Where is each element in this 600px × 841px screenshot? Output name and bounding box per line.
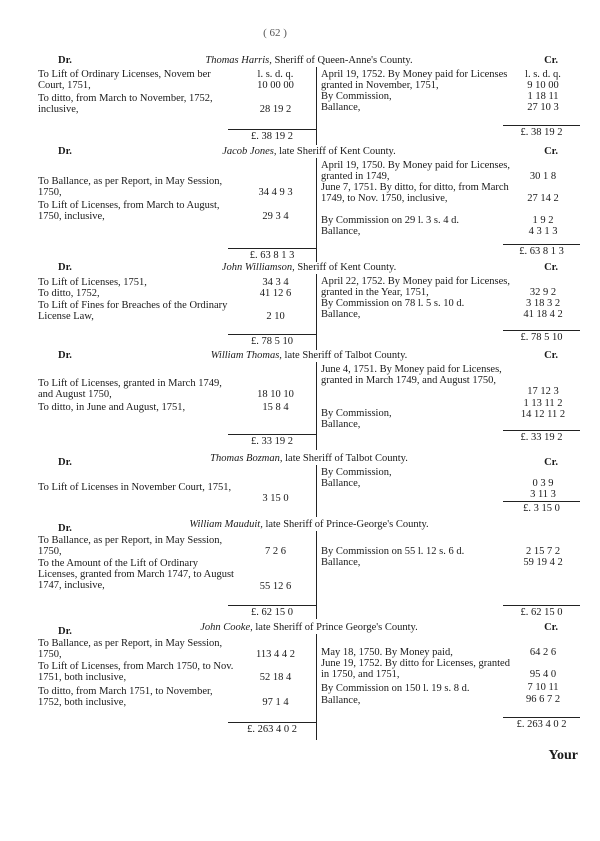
credit-entry: Ballance, xyxy=(321,478,361,489)
credit-amount: 0 3 9 xyxy=(532,478,554,489)
account-header xyxy=(38,55,580,67)
column-divider xyxy=(316,531,317,619)
credit-entry: June 4, 1751. By Money paid for Licenses, granted in March 1749, and August 1750, xyxy=(321,364,502,386)
debit-entry: To Lift of Ordinary Licenses, Novem ber Court, 1751, xyxy=(38,69,211,91)
credit-entry: Ballance, xyxy=(321,419,361,430)
dr-label: Dr. xyxy=(58,146,72,157)
column-divider xyxy=(316,274,317,350)
debit-entry: To ditto, 1752, xyxy=(38,288,100,299)
credit-entry: Ballance, xyxy=(321,309,361,320)
account-title: William Thomas, late Sheriff of Talbot County. xyxy=(210,350,408,361)
column-divider xyxy=(316,158,317,262)
total-right: £. 62 15 0 xyxy=(503,605,580,618)
credit-entry: Ballance, xyxy=(321,226,361,237)
cr-label: Cr. xyxy=(544,622,558,633)
credit-amount: 3 18 3 2 xyxy=(525,298,561,309)
debit-entry: To Lift of Licenses, from March to August, 1750, inclusive, xyxy=(38,200,220,222)
column-divider xyxy=(316,67,317,145)
cr-label: Cr. xyxy=(544,350,558,361)
credit-amount: 3 11 3 xyxy=(530,489,556,500)
credit-entry: By Commission on 55 l. 12 s. 6 d. xyxy=(321,546,465,557)
total-right: £. 263 4 0 2 xyxy=(503,717,580,730)
credit-entry: April 19, 1750. By Money paid for Licenses, granted in 1749, xyxy=(321,160,510,182)
dr-label: Dr. xyxy=(58,626,72,637)
debit-amount: 52 18 4 xyxy=(259,672,292,683)
account-thomas-harris xyxy=(38,55,580,145)
column-divider xyxy=(316,465,317,517)
dr-label: Dr. xyxy=(58,55,72,66)
total-left: £. 38 19 2 xyxy=(228,129,316,142)
account-title: John Cooke, late Sheriff of Prince George's County. xyxy=(200,622,418,633)
cr-label: Cr. xyxy=(544,262,558,273)
column-divider xyxy=(316,634,317,740)
account-header xyxy=(38,350,580,362)
account-title: William Mauduit, late Sheriff of Prince-George's County. xyxy=(189,519,429,530)
debit-entry: To Lift of Fines for Breaches of the Ordinary License Law, xyxy=(38,300,228,322)
total-right: £. 78 5 10 xyxy=(503,330,580,343)
credit-entry: Ballance, xyxy=(321,557,361,568)
debit-amount: 113 4 4 2 xyxy=(256,649,295,660)
credit-amount: 27 10 3 xyxy=(527,102,559,113)
credit-amount: 4 3 1 3 xyxy=(528,226,558,237)
credit-entry: June 19, 1752. By ditto for Licenses, granted in 1750, and 1751, xyxy=(321,658,510,680)
credit-amount: 17 12 3 xyxy=(527,386,559,397)
credit-entry: By Commission on 150 l. 19 s. 8 d. xyxy=(321,683,470,694)
credit-entry: By Commission, xyxy=(321,408,392,419)
dr-label: Dr. xyxy=(58,457,72,468)
credit-entry: Ballance, xyxy=(321,102,361,113)
debit-amount: 29 3 4 xyxy=(262,211,289,222)
total-right: £. 63 8 1 3 xyxy=(503,244,580,257)
credit-entry: By Commission, xyxy=(321,91,392,102)
account-john-cooke xyxy=(38,622,580,740)
credit-amount: 41 18 4 2 xyxy=(523,309,563,320)
debit-amount: 7 2 6 xyxy=(265,546,286,557)
debit-entry: To ditto, in June and August, 1751, xyxy=(38,402,186,413)
account-header xyxy=(38,146,580,158)
debit-entry: To Lift of Licenses in November Court, 1751, xyxy=(38,482,232,493)
account-header xyxy=(38,453,580,468)
debit-entry: To Lift of Licenses, 1751, xyxy=(38,277,147,288)
dr-label: Dr. xyxy=(58,262,72,273)
credit-entry: By Commission, xyxy=(321,467,392,478)
debit-entry: To ditto, from March 1751, to November, 1752, both inclusive, xyxy=(38,686,213,708)
account-title: Thomas Bozman, late Sheriff of Talbot County. xyxy=(210,453,408,464)
account-william-thomas xyxy=(38,350,580,450)
catchword: Your xyxy=(548,748,578,763)
account-header xyxy=(38,622,580,637)
debit-amount: 55 12 6 xyxy=(259,581,292,592)
cr-label: Cr. xyxy=(544,457,558,468)
account-title: John Williamson, Sheriff of Kent County. xyxy=(221,262,397,273)
cr-label: Cr. xyxy=(544,55,558,66)
total-left: £. 263 4 0 2 xyxy=(228,722,316,735)
credit-amount: 2 15 7 2 xyxy=(525,546,561,557)
debit-entry: To Lift of Licenses, from March 1750, to Nov. 1751, both inclusive, xyxy=(38,661,234,683)
credit-amount: 7 10 11 xyxy=(527,682,559,693)
credit-entry: Ballance, xyxy=(321,695,361,706)
debit-amount: 34 3 4 xyxy=(262,277,289,288)
credit-amount: 96 6 7 2 xyxy=(525,694,561,705)
credit-amount: 32 9 2 xyxy=(529,287,557,298)
debit-amount: 2 10 xyxy=(266,311,285,322)
credit-amount: l. s. d. q. 9 10 00 1 18 11 xyxy=(525,69,561,102)
debit-entry: To Lift of Licenses, granted in March 1749, and August 1750, xyxy=(38,378,222,400)
account-title: Thomas Harris, Sheriff of Queen-Anne's County. xyxy=(205,55,413,66)
credit-entry: By Commission on 29 l. 3 s. 4 d. xyxy=(321,215,459,226)
account-john-williamson xyxy=(38,262,580,350)
total-right: £. 33 19 2 xyxy=(503,430,580,443)
credit-entry: May 18, 1750. By Money paid, xyxy=(321,647,453,658)
column-divider xyxy=(316,362,317,450)
account-william-mauduit xyxy=(38,519,580,619)
credit-amount: 59 19 4 2 xyxy=(523,557,563,568)
total-right: £. 38 19 2 xyxy=(503,125,580,138)
debit-amount: l. s. d. q. 10 00 00 xyxy=(257,69,294,91)
dr-label: Dr. xyxy=(58,350,72,361)
debit-amount: 28 19 2 xyxy=(259,104,292,115)
debit-entry: To Ballance, as per Report, in May Session, 1750, xyxy=(38,176,223,198)
credit-amount: 64 2 6 xyxy=(529,647,557,658)
debit-entry: To Ballance, as per Report, in May Session, 1750, xyxy=(38,638,223,660)
account-header xyxy=(38,519,580,534)
debit-entry: To Ballance, as per Report, in May Session, 1750, xyxy=(38,535,223,557)
debit-amount: 3 15 0 xyxy=(262,493,289,504)
total-left: £. 62 15 0 xyxy=(228,605,316,618)
account-thomas-bozman xyxy=(38,453,580,517)
page-number: ( 62 ) xyxy=(263,27,287,39)
credit-entry: April 19, 1752. By Money paid for Licenses granted in November, 1751, xyxy=(321,69,508,91)
debit-amount: 15 8 4 xyxy=(262,402,289,413)
total-left: £. 33 19 2 xyxy=(228,434,316,447)
debit-amount: 41 12 6 xyxy=(259,288,292,299)
debit-amount: 97 1 4 xyxy=(262,697,289,708)
credit-amount: 1 13 11 2 xyxy=(523,398,563,409)
credit-amount: 27 14 2 xyxy=(527,193,559,204)
account-title: Jacob Jones, late Sheriff of Kent County. xyxy=(222,146,396,157)
total-right: £. 3 15 0 xyxy=(503,501,580,514)
account-jacob-jones xyxy=(38,146,580,262)
account-header xyxy=(38,262,580,274)
credit-amount: 95 4 0 xyxy=(529,669,557,680)
debit-entry: To the Amount of the Lift of Ordinary Licenses, granted from March 1747, to August 1747, inclusive, xyxy=(38,558,234,591)
cr-label: Cr. xyxy=(544,146,558,157)
debit-amount: 18 10 10 xyxy=(257,389,294,400)
credit-amount: 30 1 8 xyxy=(529,171,557,182)
debit-amount: 34 4 9 3 xyxy=(258,187,293,198)
credit-amount: 1 9 2 xyxy=(532,215,554,226)
total-left: £. 78 5 10 xyxy=(228,334,316,347)
dr-label: Dr. xyxy=(58,523,72,534)
debit-entry: To ditto, from March to November, 1752, inclusive, xyxy=(38,93,213,115)
credit-entry: June 7, 1751. By ditto, for ditto, from March 1749, to Nov. 1750, inclusive, xyxy=(321,182,509,204)
credit-entry: April 22, 1752. By Money paid for Licenses, granted in the Year, 1751, xyxy=(321,276,510,298)
credit-amount: 14 12 11 2 xyxy=(520,409,566,420)
credit-entry: By Commission on 78 l. 5 s. 10 d. xyxy=(321,298,465,309)
total-left: £. 63 8 1 3 xyxy=(228,248,316,261)
